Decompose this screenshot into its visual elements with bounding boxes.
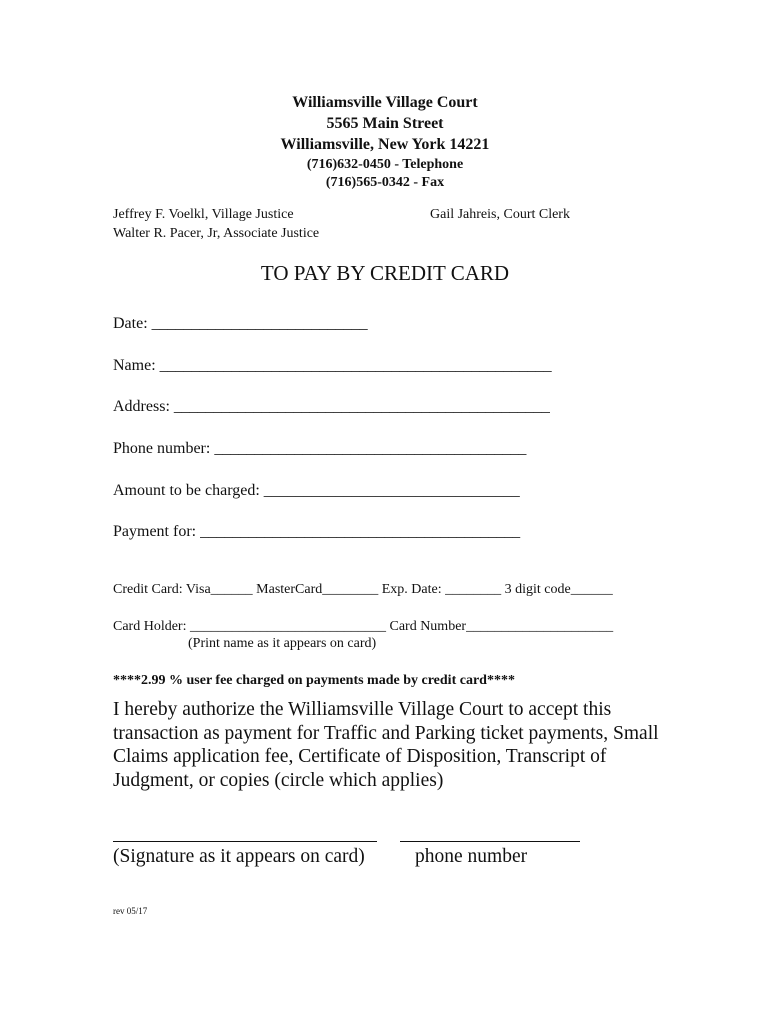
court-telephone: (716)632-0450 - Telephone — [306, 157, 464, 172]
court-city: Williamsville, New York 14221 — [280, 136, 490, 153]
village-justice: Jeffrey F. Voelkl, Village Justice — [113, 207, 294, 222]
address-field[interactable]: Address: _______________________________________________ — [113, 398, 550, 415]
card-holder-note: (Print name as it appears on card) — [188, 636, 377, 651]
date-field[interactable]: Date: ___________________________ — [113, 315, 368, 332]
card-holder-line[interactable]: Card Holder: ____________________________ Card Number_____________________ — [113, 619, 614, 634]
name-field[interactable]: Name: _________________________________________________ — [113, 357, 552, 374]
court-clerk: Gail Jahreis, Court Clerk — [430, 207, 570, 222]
court-street: 5565 Main Street — [326, 115, 444, 132]
signature-label: (Signature as it appears on card) — [113, 846, 365, 867]
form-title: TO PAY BY CREDIT CARD — [260, 261, 510, 285]
court-name: Williamsville Village Court — [292, 94, 478, 111]
revision-label: rev 05/17 — [113, 906, 148, 916]
fee-notice: ****2.99 % user fee charged on payments made by credit card**** — [113, 673, 515, 688]
associate-justice: Walter R. Pacer, Jr, Associate Justice — [113, 226, 320, 241]
amount-field[interactable]: Amount to be charged: ________________________________ — [113, 482, 520, 499]
authorization-text: I hereby authorize the Williamsville Village Court to accept this transaction as payment for Traffic and Parking ticket payments, Small Claims application fee, Certificate of Disposition, Transcript of Judgment, or copies (circle which applies) — [113, 699, 659, 791]
phone-number-line[interactable] — [400, 841, 580, 842]
signature-line[interactable] — [113, 841, 377, 842]
credit-card-line[interactable]: Credit Card: Visa______ MasterCard________ Exp. Date: ________ 3 digit code______ — [113, 582, 613, 597]
phone-field[interactable]: Phone number: _______________________________________ — [113, 440, 527, 457]
payment-for-field[interactable]: Payment for: ________________________________________ — [113, 523, 521, 540]
phone-number-label: phone number — [415, 846, 528, 867]
court-fax: (716)565-0342 - Fax — [325, 175, 445, 190]
